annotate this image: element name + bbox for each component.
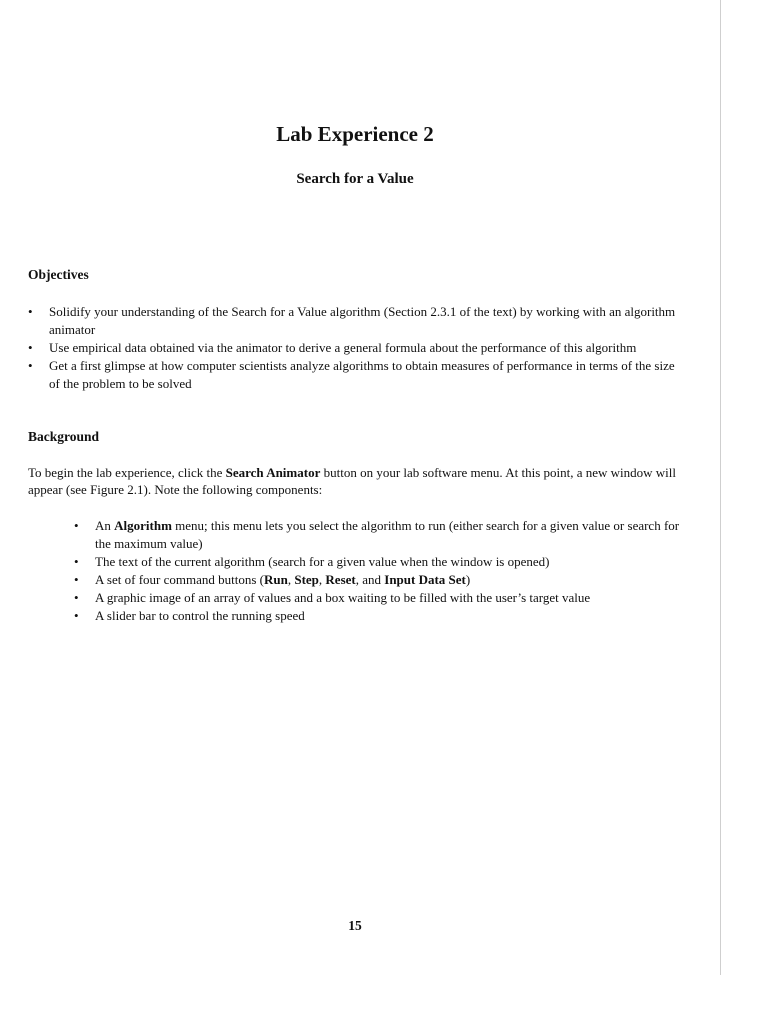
page-edge-line <box>720 0 721 975</box>
list-item <box>74 589 694 607</box>
bullet-icon: • <box>74 572 79 587</box>
intro-text: To begin the lab experience, click the <box>28 465 226 480</box>
component-text: A slider bar to control the running speed <box>95 608 305 623</box>
text-fragment: , and <box>355 572 385 587</box>
background-paragraph <box>28 464 692 498</box>
list-item <box>74 571 694 589</box>
bullet-icon: • <box>74 590 79 605</box>
algorithm-term: Algorithm <box>114 518 172 533</box>
bullet-icon: • <box>74 608 79 623</box>
component-text: A graphic image of an array of values and a box waiting to be filled with the user’s target value <box>95 590 591 605</box>
list-item <box>74 607 694 625</box>
intro-text-continued: button on your lab software menu. At this point, a new window will appear (see Figure 2.1). Note the following components: <box>28 465 677 497</box>
text-fragment: , <box>287 572 295 587</box>
text-fragment: An <box>95 518 115 533</box>
text-fragment: menu; this menu lets you select the algorithm to run (either search for a given value or search for the maximum value) <box>95 518 680 551</box>
component-text <box>95 518 679 551</box>
list-item <box>28 339 678 357</box>
objective-text: Get a first glimpse at how computer scientists analyze algorithms to obtain measures of performance in terms of the size of the problem to be solved <box>49 358 675 391</box>
text-fragment: , <box>318 572 326 587</box>
list-item <box>28 303 678 339</box>
page-title: Lab Experience 2 <box>276 122 434 146</box>
list-item <box>28 357 678 393</box>
bullet-icon: • <box>74 554 79 569</box>
background-heading: Background <box>28 429 100 444</box>
text-fragment: A set of four command buttons ( <box>95 572 264 587</box>
bullet-icon: • <box>28 304 33 319</box>
list-item <box>74 517 694 553</box>
input-data-set-term: Input Data Set <box>384 572 466 587</box>
component-text <box>95 572 470 587</box>
list-item <box>74 553 694 571</box>
objective-text: Use empirical data obtained via the animator to derive a general formula about the performance of this algorithm <box>49 340 637 355</box>
page-subtitle: Search for a Value <box>296 171 414 187</box>
objectives-list <box>28 303 678 393</box>
bullet-icon: • <box>28 358 33 373</box>
reset-term: Reset <box>325 572 356 587</box>
bullet-icon: • <box>74 518 79 533</box>
text-fragment: ) <box>465 572 471 587</box>
search-animator-term: Search Animator <box>225 465 321 480</box>
step-term: Step <box>294 572 319 587</box>
run-term: Run <box>263 572 288 587</box>
objective-text: Solidify your understanding of the Search for a Value algorithm (Section 2.3.1 of the text) by working with an algorithm animator <box>49 304 676 337</box>
components-list <box>74 517 694 625</box>
component-text: The text of the current algorithm (search for a given value when the window is opened) <box>95 554 550 569</box>
bullet-icon: • <box>28 340 33 355</box>
page-number: 15 <box>348 918 362 933</box>
objectives-heading: Objectives <box>28 267 89 282</box>
